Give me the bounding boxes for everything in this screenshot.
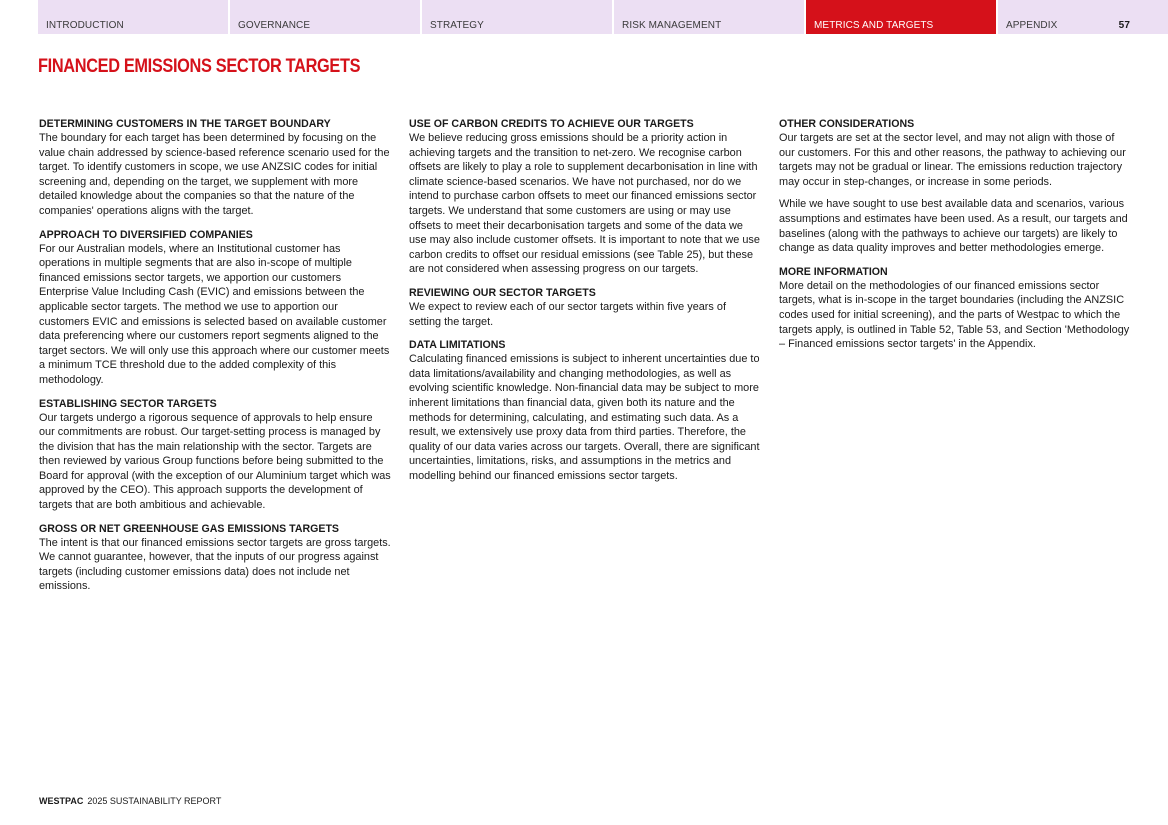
section	[409, 118, 761, 277]
tab-metrics-and-targets[interactable]: METRICS AND TARGETS	[806, 0, 996, 34]
section-heading: DATA LIMITATIONS	[409, 339, 506, 352]
body-paragraph: We expect to review each of our sector targets within five years of setting the target.	[409, 300, 726, 328]
section-nav	[38, 0, 1168, 34]
tab-governance[interactable]: GOVERNANCE	[230, 0, 420, 34]
body-paragraph: More detail on the methodologies of our financed emissions sector targets, what is in-scope in the target boundaries (including the ANZSIC codes used for initial screening), and the parts of Westpac to which the targets apply, is outlined in Table 52, Table 53, and Section 'Methodology – Financed emissions sector targets' in the Appendix.	[779, 279, 1130, 351]
section	[39, 118, 391, 219]
section	[39, 523, 391, 594]
tab-introduction[interactable]: INTRODUCTION	[38, 0, 228, 34]
section-heading: OTHER CONSIDERATIONS	[779, 118, 915, 130]
section-heading: DETERMINING CUSTOMERS IN THE TARGET BOUNDARY	[39, 118, 331, 130]
column-2	[409, 118, 761, 493]
body-paragraph: We believe reducing gross emissions should be a priority action in achieving targets and the transition to net-zero. We recognise carbon offsets are likely to play a role to supplement decarbonisation in line with climate science-based scenarios. We have not purchased, nor do we intend to purchase carbon offsets to meet our financed emissions sector targets. We understand that some customers are using or may use offsets to meet their decarbonisation targets and some of the data we use may also include customer offsets. It is important to note that we use carbon credits to offset our residual emissions (see Table 25), but these are not considered when assessing progress on our targets.	[409, 132, 760, 276]
tab-appendix-group	[998, 0, 1168, 34]
body-paragraph: The boundary for each target has been determined by focusing on the value chain addressed by science-based reference scenario used for the target. To identify customers in scope, we use ANZSIC codes for initial screening and, depending on the target, we supplement with more detailed knowledge about the companies so that the nature of the companies' operations aligns with the target.	[39, 132, 390, 217]
body-paragraph: Calculating financed emissions is subject to inherent uncertainties due to data limitations/availability and changing methodologies, as well as evolving scientific knowledge. Non-financial data may be subject to more inherent limitations than financial data, given both its nature and the methods for determining, calculating, and estimating such data. As a result, we extensively use proxy data from third parties. Therefore, the quality of our data varies across our targets. Overall, there are significant uncertainties, limitations, risks, and assumptions in the metrics and modelling behind our financed emissions sector targets.	[409, 353, 760, 482]
footer-brand: WESTPAC	[39, 796, 84, 806]
section	[409, 287, 761, 329]
section-heading: GROSS OR NET GREENHOUSE GAS EMISSIONS TARGETS	[39, 522, 339, 535]
page-number: 57	[1118, 20, 1130, 31]
section	[39, 229, 391, 388]
body-paragraph: While we have sought to use best available data and scenarios, various assumptions and estimates have been used. As a result, our targets and baselines (along with the pathways to achieve our targets) are likely to change as data quality improves and better methodologies emerge.	[779, 198, 1128, 255]
section	[779, 266, 1131, 352]
body-paragraph: Our targets undergo a rigorous sequence of approvals to help ensure our commitments are robust. Our target-setting process is managed by the division that has the main relationship with the sector. Targets are then reviewed by various Group functions before being submitted to the Board for approval (with the exception of our Aluminium target which was approved by the CEO). This approach supports the development of targets that are both ambitious and achievable.	[39, 411, 391, 512]
section-heading: MORE INFORMATION	[779, 265, 888, 278]
tab-strategy[interactable]: STRATEGY	[422, 0, 612, 34]
column-3	[779, 118, 1131, 362]
section-heading: REVIEWING OUR SECTOR TARGETS	[409, 286, 596, 299]
page-title: FINANCED EMISSIONS SECTOR TARGETS	[38, 56, 361, 77]
section	[779, 118, 1131, 256]
section-heading: USE OF CARBON CREDITS TO ACHIEVE OUR TARGETS	[409, 118, 694, 130]
section-heading: APPROACH TO DIVERSIFIED COMPANIES	[39, 228, 253, 241]
tab-appendix[interactable]: APPENDIX	[1006, 20, 1058, 31]
section-heading: ESTABLISHING SECTOR TARGETS	[39, 397, 217, 410]
section	[39, 398, 391, 513]
column-1	[39, 118, 391, 604]
footer-report-title: 2025 SUSTAINABILITY REPORT	[87, 796, 222, 806]
body-paragraph: Our targets are set at the sector level, and may not align with those of our customers. For this and other reasons, the pathway to achieving our targets may not be gradual or linear. The emissions reduction trajectory may occur in step-changes, or increase in some periods.	[779, 132, 1126, 188]
section	[409, 339, 761, 483]
tab-risk-management[interactable]: RISK MANAGEMENT	[614, 0, 804, 34]
body-paragraph: For our Australian models, where an Institutional customer has operations in multiple segments that are also in-scope of multiple financed emissions sector targets, we apportion our customers Enterprise Value Including Cash (EVIC) and emissions between the applicable sector targets. The method we use to apportion our customers EVIC and emissions is selected based on available customer data preferencing where our customers report segments aligned to the target sectors. We will only use this approach where our customer meets a minimum TCE threshold due to the added complexity of this methodology.	[39, 242, 390, 386]
footer	[39, 796, 221, 806]
body-paragraph: The intent is that our financed emissions sector targets are gross targets. We cannot guarantee, however, that the inputs of our progress against targets (including customer emissions data) does not include net emissions.	[39, 536, 391, 593]
